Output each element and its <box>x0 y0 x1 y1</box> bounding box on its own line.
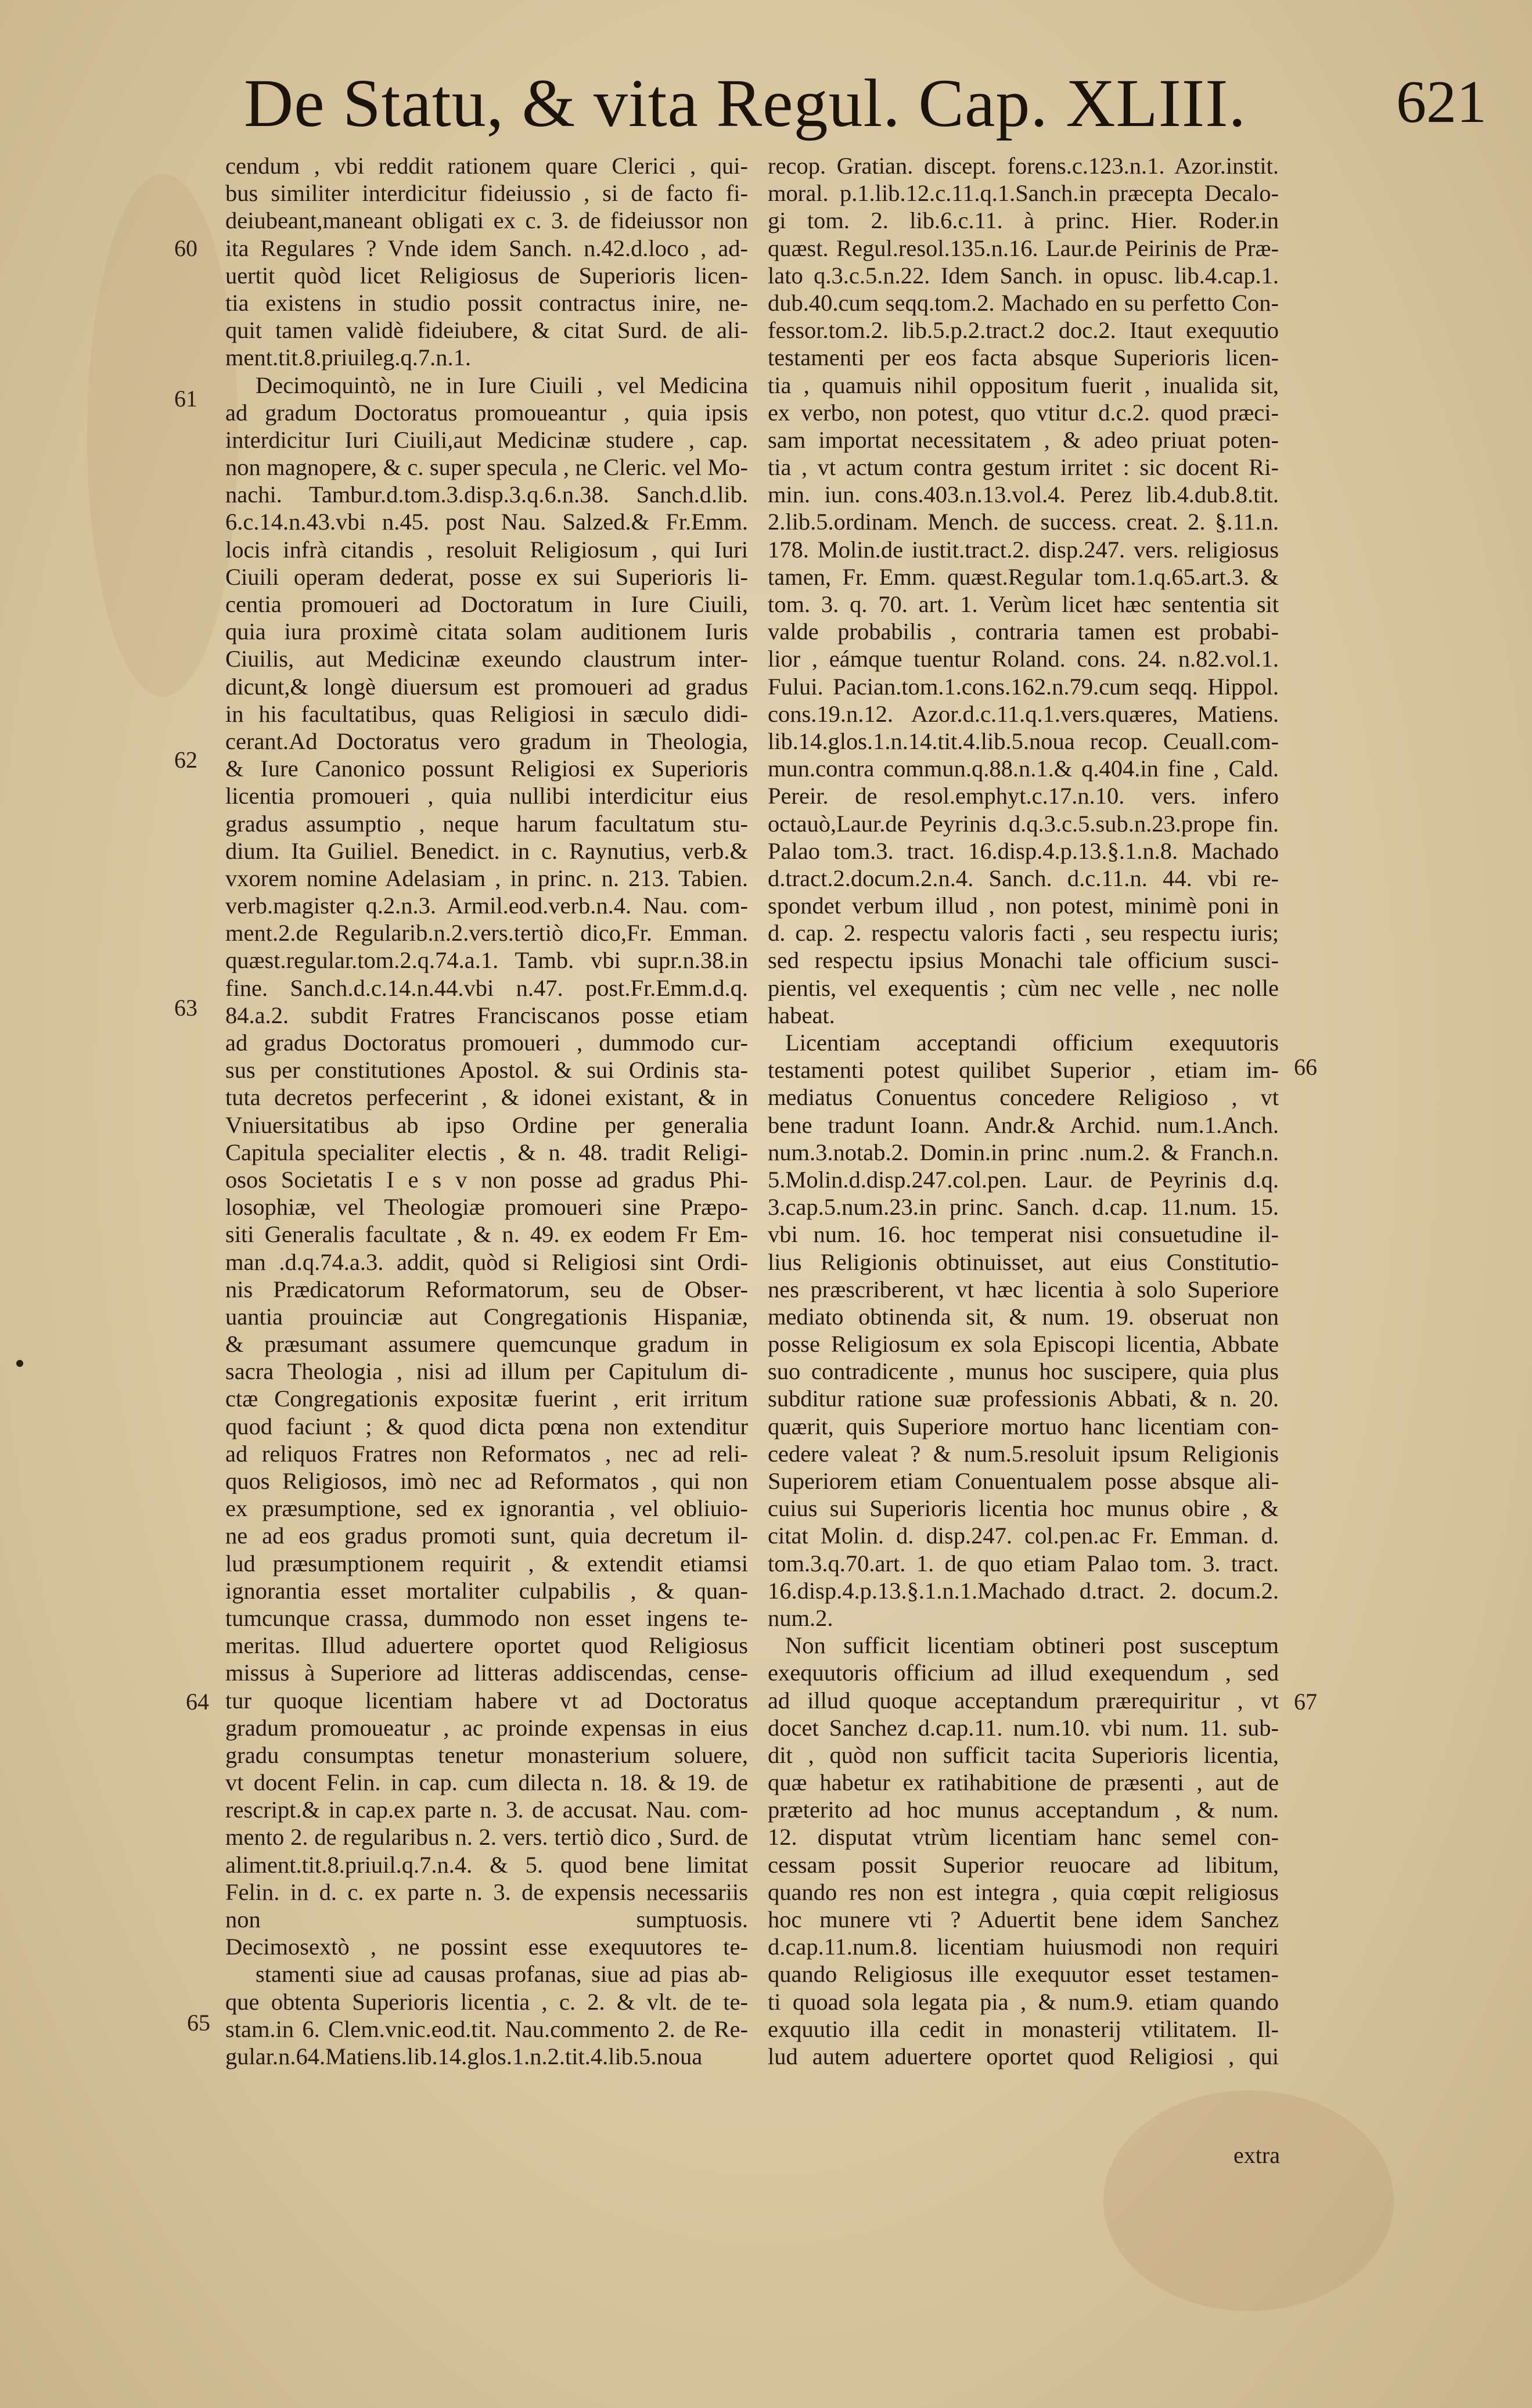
text-line: 16.disp.4.p.13.§.1.n.1.Machado d.tract. 2. docum.2. <box>768 1577 1279 1604</box>
text-line: Felin. in d. c. ex parte n. 3. de expensis necessariis <box>225 1878 748 1905</box>
margin-number-67: 67 <box>1294 1689 1317 1715</box>
text-line: locis infrà citandis , resoluit Religiosum , qui Iuri <box>225 536 748 563</box>
text-line: quærit, quis Superiore mortuo hanc licentiam con- <box>768 1413 1279 1439</box>
text-line: Ciuili operam dederat, posse ex sui Superioris li- <box>225 563 748 590</box>
text-line: 5.Molin.d.disp.247.col.pen. Laur. de Peyrinis d.q. <box>768 1166 1279 1193</box>
text-line: hoc munere vti ? Aduertit bene idem Sanchez <box>768 1906 1279 1932</box>
text-line: nis Prædicatorum Reformatorum, seu de Obser- <box>225 1276 748 1302</box>
text-line: missus à Superiore ad litteras addiscendas, cense- <box>225 1660 748 1686</box>
text-line: sam importat necessitatem , & adeo priuat poten- <box>768 426 1279 453</box>
text-line: fessor.tom.2. lib.5.p.2.tract.2 doc.2. Itaut exequutio <box>768 317 1279 344</box>
text-line: cessam possit Superior reuocare ad libitum, <box>768 1851 1279 1878</box>
text-line: uertit quòd licet Religiosus de Superioris licen- <box>225 262 748 289</box>
text-line: Decimosextò , ne possint esse exequutores te- <box>225 1934 748 1960</box>
text-line: dium. Ita Guiliel. Benedict. in c. Raynutius, verb.& <box>225 837 748 864</box>
text-line: recop. Gratian. discept. forens.c.123.n.1. Azor.instit. <box>768 153 1279 179</box>
text-line: Decimoquintò, ne in Iure Ciuili , vel Medicina <box>256 372 748 398</box>
text-line: exequutoris officium ad illud exequendum , sed <box>768 1660 1279 1686</box>
text-line: Licentiam acceptandi officium exequutoris <box>785 1030 1279 1056</box>
text-line: ad reliquos Fratres non Reformatos , nec ad reli- <box>225 1440 748 1467</box>
catchword: extra <box>1233 2142 1280 2168</box>
text-line: vt docent Felin. in cap. cum dilecta n. 18. & 19. de <box>225 1769 748 1796</box>
text-line: num.3.notab.2. Domin.in princ .num.2. & Franch.n. <box>768 1139 1279 1165</box>
text-line: habeat. <box>768 1002 835 1028</box>
text-line: lud præsumptionem requirit , & extendit etiamsi <box>225 1550 748 1576</box>
text-line: sacra Theologia , nisi ad illum per Capitulum di- <box>225 1358 748 1385</box>
text-line: quod faciunt ; & quod dicta pœna non extenditur <box>225 1413 748 1439</box>
text-line: min. iun. cons.403.n.13.vol.4. Perez lib.4.dub.8.tit. <box>768 481 1279 508</box>
text-line: lud autem aduertere oportet quod Religiosi , qui <box>768 2043 1279 2069</box>
text-line: & Iure Canonico possunt Religiosi ex Superioris <box>225 755 748 782</box>
text-line: ex verbo, non potest, quo vtitur d.c.2. quod præci- <box>768 399 1279 426</box>
text-line: lior , eámque tuentur Roland. cons. 24. n.82.vol.1. <box>768 646 1279 672</box>
text-line: mun.contra commun.q.88.n.1.& q.404.in fine , Cald. <box>768 755 1279 782</box>
text-line: siti Generalis facultate , & n. 49. ex eodem Fr Em- <box>225 1221 748 1248</box>
text-line: quit tamen validè fideiubere, & citat Surd. de ali- <box>225 317 748 344</box>
text-line: 84.a.2. subdit Fratres Franciscanos posse etiam <box>225 1002 748 1028</box>
text-line: testamenti potest quilibet Superior , etiam im- <box>768 1057 1279 1084</box>
text-line: tom. 3. q. 70. art. 1. Verùm licet hæc sententia sit <box>768 591 1279 617</box>
text-line: aliment.tit.8.priuil.q.7.n.4. & 5. quod bene limitat <box>225 1851 748 1878</box>
text-line: quando Religiosus ille exequutor esset testamen- <box>768 1961 1279 1988</box>
text-line: ne ad eos gradus promoti sunt, quia decretum il- <box>225 1522 748 1549</box>
text-line: 12. disputat vtrùm licentiam hanc semel con- <box>768 1824 1279 1851</box>
text-line: lib.14.glos.1.n.14.tit.4.lib.5.noua recop. Ceuall.com- <box>768 728 1279 754</box>
text-line: suo contradicente , munus hoc suscipere, quia plus <box>768 1358 1279 1385</box>
text-line: dub.40.cum seqq.tom.2. Machado en su perfetto Con- <box>768 289 1279 316</box>
ink-dot <box>16 1360 23 1367</box>
text-line: ment.2.de Regularib.n.2.vers.tertiò dico,Fr. Emman. <box>225 920 748 946</box>
margin-number-64: 64 <box>186 1689 209 1715</box>
text-line: mediatus Conuentus concedere Religioso , vt <box>768 1084 1279 1111</box>
right-text-column <box>768 152 1279 2070</box>
text-line: testamenti per eos facta absque Superioris licen- <box>768 344 1279 371</box>
text-line: Fului. Pacian.tom.1.cons.162.n.79.cum seqq. Hippol. <box>768 673 1279 700</box>
text-line: meritas. Illud aduertere oportet quod Religiosus <box>225 1632 748 1659</box>
text-line: Ciuilis, aut Medicinæ exeundo claustrum inter- <box>225 646 748 672</box>
text-line: quæst.regular.tom.2.q.74.a.1. Tamb. vbi supr.n.38.in <box>225 947 748 974</box>
text-line: interdicitur Iuri Ciuili,aut Medicinæ studere , cap. <box>225 426 748 453</box>
text-line: cedere valeat ? & num.5.resoluit ipsum Religionis <box>768 1440 1279 1467</box>
text-line: dicunt,& longè diuersum est promoueri ad gradus <box>225 673 748 700</box>
text-line: ad gradus Doctoratus promoueri , dummodo cur- <box>225 1030 748 1056</box>
text-line: exquutio illa cedit in monasterij vtilitatem. Il- <box>768 2015 1279 2042</box>
text-line: non magnopere, & c. super specula , ne Cleric. vel Mo- <box>225 454 748 481</box>
text-line: d.tract.2.docum.2.n.4. Sanch. d.c.11.n. 44. vbi re- <box>768 865 1279 891</box>
text-line: bus similiter interdicitur fideiussio , si de facto fi- <box>225 180 748 207</box>
text-line: octauò,Laur.de Peyrinis d.q.3.c.5.sub.n.23.prope fin. <box>768 810 1279 837</box>
text-line: posse Religiosum ex sola Episcopi licentia, Abbate <box>768 1331 1279 1358</box>
text-line: spondet verbum illud , non potest, minimè poni in <box>768 892 1279 919</box>
text-line: ad illud quoque acceptandum prærequiritur , vt <box>768 1687 1279 1714</box>
margin-number-62: 62 <box>174 747 197 773</box>
text-line: d. cap. 2. respectu valoris facti , seu respectu iuris; <box>768 920 1279 946</box>
margin-number-61: 61 <box>174 386 197 412</box>
text-line: cuius sui Superioris licentia hoc munus obire , & <box>768 1495 1279 1522</box>
text-line: tia existens in studio possit contractus inire, ne- <box>225 289 748 316</box>
text-line: mediato obtinenda sit, & num. 19. obseruat non <box>768 1303 1279 1330</box>
text-line: gradum promoueatur , ac proinde expensas in eius <box>225 1714 748 1741</box>
text-line: gradu consumptas tenetur monasterium soluere, <box>225 1741 748 1768</box>
text-line: licentia promoueri , quia nullibi interdicitur eius <box>225 783 748 809</box>
text-line: que obtenta Superioris licentia , c. 2. & vlt. de te- <box>225 1988 748 2015</box>
text-line: docet Sanchez d.cap.11. num.10. vbi num. 11. sub- <box>768 1714 1279 1741</box>
text-line: quæ habetur ex ratihabitione de præsenti , aut de <box>768 1769 1279 1796</box>
text-line: centia promoueri ad Doctoratum in Iure Ciuili, <box>225 591 748 617</box>
text-line: deiubeant,maneant obligati ex c. 3. de fideiussor non <box>225 207 748 234</box>
text-line: gradus assumptio , neque harum facultatum stu- <box>225 810 748 837</box>
text-line: uantia prouinciæ aut Congregationis Hispaniæ, <box>225 1303 748 1330</box>
left-text-column <box>225 152 748 2070</box>
text-line: Superiorem etiam Conuentualem posse absque ali- <box>768 1468 1279 1494</box>
text-line: d.cap.11.num.8. licentiam huiusmodi non requiri <box>768 1934 1279 1960</box>
text-line: tur quoque licentiam habere vt ad Doctoratus <box>225 1687 748 1714</box>
text-line: subditur ratione suæ professionis Abbati, & n. 20. <box>768 1385 1279 1412</box>
text-line: vbi num. 16. hoc temperat nisi consuetudine il- <box>768 1221 1279 1248</box>
text-line: Vniuersitatibus ab ipso Ordine per generalia <box>225 1111 748 1138</box>
text-line: tom.3.q.70.art. 1. de quo etiam Palao tom. 3. tract. <box>768 1550 1279 1576</box>
text-line: Pereir. de resol.emphyt.c.17.n.10. vers. infero <box>768 783 1279 809</box>
text-line: Capitula specialiter electis , & n. 48. tradit Religi- <box>225 1139 748 1165</box>
text-line: quæst. Regul.resol.135.n.16. Laur.de Peirinis de Præ- <box>768 235 1279 261</box>
text-line: tamen, Fr. Emm. quæst.Regular tom.1.q.65.art.3. & <box>768 563 1279 590</box>
text-line: bene tradunt Ioann. Andr.& Archid. num.1.Anch. <box>768 1111 1279 1138</box>
margin-number-60: 60 <box>174 235 197 261</box>
text-line: Palao tom.3. tract. 16.disp.4.p.13.§.1.n.8. Machado <box>768 837 1279 864</box>
text-line: osos Societatis I e s v non posse ad gradus Phi- <box>225 1166 748 1193</box>
text-line: gi tom. 2. lib.6.c.11. à princ. Hier. Roder.in <box>768 207 1279 234</box>
text-line: & præsumant assumere quemcunque gradum in <box>225 1331 748 1358</box>
text-line: valde probabilis , contraria tamen est probabi- <box>768 618 1279 645</box>
text-line: nes præscriberent, vt hæc licentia à solo Superiore <box>768 1276 1279 1302</box>
text-line: tumcunque crassa, dummodo non esset ingens te- <box>225 1604 748 1631</box>
text-line: præterito ad hoc munus acceptandum , & num. <box>768 1797 1279 1823</box>
margin-number-65: 65 <box>187 2010 210 2036</box>
running-header <box>244 64 1510 145</box>
page-number: 621 <box>1396 69 1487 135</box>
text-line: cendum , vbi reddit rationem quare Clerici , qui- <box>225 153 748 179</box>
text-line: sus per constitutiones Apostol. & sui Ordinis sta- <box>225 1057 748 1084</box>
text-line: verb.magister q.2.n.3. Armil.eod.verb.n.4. Nau. com- <box>225 892 748 919</box>
text-line: num.2. <box>768 1604 833 1631</box>
text-line: vxorem nomine Adelasiam , in princ. n. 213. Tabien. <box>225 865 748 891</box>
text-line: sed respectu ipsius Monachi tale officium susci- <box>768 947 1279 974</box>
text-line: losophiæ, vel Theologiæ promoueri sine Præpo- <box>225 1194 748 1221</box>
text-line: tia , quamuis nihil oppositum fuerit , inualida sit, <box>768 372 1279 398</box>
text-line: quia iura proximè citata solam auditionem Iuris <box>225 618 748 645</box>
text-line: nachi. Tambur.d.tom.3.disp.3.q.6.n.38. Sanch.d.lib. <box>225 481 748 508</box>
text-line: ita Regulares ? Vnde idem Sanch. n.42.d.loco , ad- <box>225 235 748 261</box>
text-line: ctæ Congregationis expositæ fuerint , erit irritum <box>225 1385 748 1412</box>
text-line: Non sufficit licentiam obtineri post susceptum <box>785 1632 1279 1659</box>
text-line: pientis, vel exequentis ; cùm nec velle , nec nolle <box>768 974 1279 1001</box>
text-line: 6.c.14.n.43.vbi n.45. post Nau. Salzed.& Fr.Emm. <box>225 509 748 535</box>
text-line: ti quoad sola legata pia , & num.9. etiam quando <box>768 1988 1279 2015</box>
text-line: mento 2. de regularibus n. 2. vers. tertiò dico , Surd. de <box>225 1824 748 1851</box>
margin-number-63: 63 <box>174 995 197 1021</box>
text-line: non sumptuosis. <box>225 1906 748 1932</box>
text-line: dit , quòd non sufficit tacita Superioris licentia, <box>768 1741 1279 1768</box>
paper-stain <box>87 174 238 697</box>
margin-number-66: 66 <box>1294 1054 1317 1080</box>
text-line: cons.19.n.12. Azor.d.c.11.q.1.vers.quæres, Matiens. <box>768 700 1279 727</box>
text-line: lius Religionis obtinuisset, aut eius Constitutio- <box>768 1248 1279 1275</box>
text-line: lato q.3.c.5.n.22. Idem Sanch. in opusc. lib.4.cap.1. <box>768 262 1279 289</box>
text-line: ment.tit.8.priuileg.q.7.n.1. <box>225 344 471 371</box>
text-line: quando res non est integra , quia cœpit religiosus <box>768 1878 1279 1905</box>
text-line: stamenti siue ad causas profanas, siue ad pias ab- <box>256 1961 748 1988</box>
text-line: tuta decretos perfecerint , & idonei existant, & in <box>225 1084 748 1111</box>
text-line: 2.lib.5.ordinam. Mench. de success. creat. 2. §.11.n. <box>768 509 1279 535</box>
text-line: 178. Molin.de iustit.tract.2. disp.247. vers. religiosus <box>768 536 1279 563</box>
text-line: man .d.q.74.a.3. addit, quòd si Religiosi sint Ordi- <box>225 1248 748 1275</box>
text-line: citat Molin. d. disp.247. col.pen.ac Fr. Emman. d. <box>768 1522 1279 1549</box>
text-line: tia , vt actum contra gestum irritet : sic docent Ri- <box>768 454 1279 481</box>
text-line: stam.in 6. Clem.vnic.eod.tit. Nau.commento 2. de Re- <box>225 2015 748 2042</box>
text-line: quos Religiosos, imò nec ad Reformatos , qui non <box>225 1468 748 1494</box>
text-line: rescript.& in cap.ex parte n. 3. de accusat. Nau. com- <box>225 1797 748 1823</box>
text-line: ignorantia esset mortaliter culpabilis , & quan- <box>225 1577 748 1604</box>
text-line: 3.cap.5.num.23.in princ. Sanch. d.cap. 11.num. 15. <box>768 1194 1279 1221</box>
text-line: fine. Sanch.d.c.14.n.44.vbi n.47. post.Fr.Emm.d.q. <box>225 974 748 1001</box>
paper-stain <box>1103 2090 1394 2311</box>
text-line: ad gradum Doctoratus promoueantur , quia ipsis <box>225 399 748 426</box>
text-line: moral. p.1.lib.12.c.11.q.1.Sanch.in præcepta Decalo- <box>768 180 1279 207</box>
text-line: cerant.Ad Doctoratus vero gradum in Theologia, <box>225 728 748 754</box>
running-title: De Statu, & vita Regul. Cap. XLIII. <box>244 65 1247 141</box>
text-line: ex præsumptione, sed ex ignorantia , vel obliuio- <box>225 1495 748 1522</box>
text-line: in his facultatibus, quas Religiosi in sæculo didi- <box>225 700 748 727</box>
text-line: gular.n.64.Matiens.lib.14.glos.1.n.2.tit.4.lib.5.noua <box>225 2043 703 2069</box>
